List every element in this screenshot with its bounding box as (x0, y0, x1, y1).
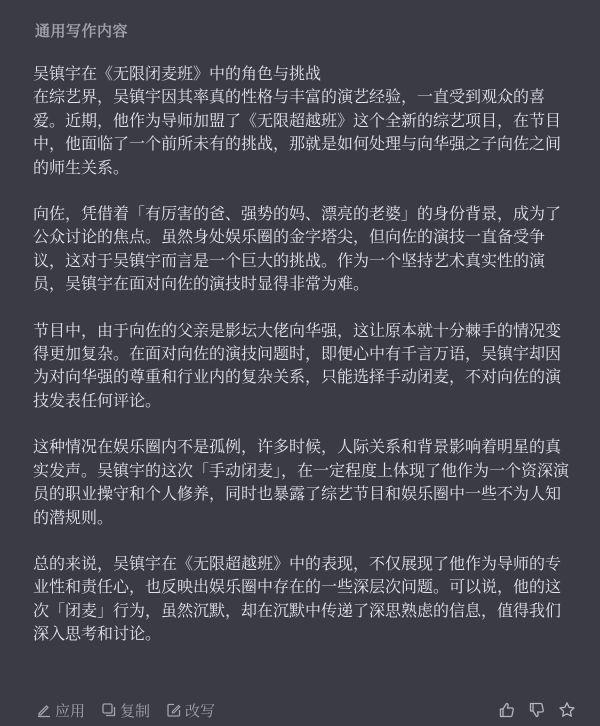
article-paragraph-1: 在综艺界，吴镇宇因其率真的性格与丰富的演艺经验，一直受到观众的喜爱。近期，他作为导师加盟了《无限超越班》这个全新的综艺项目，在节目中，他面临了一个前所未有的挑战，那就是如何处理与向华强之子向佐之间的师生关系。 (33, 87, 562, 177)
copy-label: 复制 (120, 701, 151, 720)
dislike-button[interactable] (528, 701, 546, 719)
article-paragraph-4: 这种情况在娱乐圈内不是孤例，许多时候，人际关系和背景影响着明星的真实发声。吴镇宇的这次「手动闭麦」，在一定程度上体现了他作为一个资深演员的职业操守和个人修养，同时也暴露了综艺节目和娱乐圈中一些不为人知的潜规则。 (33, 437, 570, 527)
article-paragraph-3: 节目中，由于向佐的父亲是影坛大佬向华强，这让原本就十分棘手的情况变得更加复杂。在面对向佐的演技问题时，即便心中有千言万语，吴镇宇却因为对向华强的尊重和行业内的复杂关系，只能选择手动闭麦，不对向佐的演技发表任何评论。 (33, 320, 562, 410)
thumbs-up-icon (498, 701, 516, 719)
copy-icon (101, 702, 117, 718)
copy-button[interactable] (101, 700, 150, 721)
section-header: 通用写作内容 (35, 22, 129, 40)
like-button[interactable] (498, 701, 516, 719)
star-icon (558, 701, 576, 719)
rewrite-label: 改写 (185, 701, 216, 720)
rewrite-button[interactable] (166, 700, 215, 721)
article-title: 吴镇宇在《无限闭麦班》中的角色与挑战 (33, 64, 322, 83)
action-bar (36, 699, 576, 721)
star-button[interactable] (558, 701, 576, 719)
article-paragraph-2: 向佐，凭借着「有厉害的爸、强势的妈、漂亮的老婆」的身份背景，成为了公众讨论的焦点。虽然身处娱乐圈的金字塔尖，但向佐的演技一直备受争议，这对于吴镇宇而言是一个巨大的挑战。作为一个坚持艺术真实性的演员，吴镇宇在面对向佐的演技时显得非常为难。 (33, 204, 562, 294)
article-paragraph-5: 总的来说，吴镇宇在《无限超越班》中的表现，不仅展现了他作为导师的专业性和责任心，也反映出娱乐圈中存在的一些深层次问题。可以说，他的这次「闭麦」行为，虽然沉默，却在沉默中传递了深思熟虑的信息，值得我们深入思考和讨论。 (33, 553, 562, 644)
pencil-icon (36, 702, 52, 718)
edit-box-icon (166, 702, 182, 718)
apply-label: 应用 (55, 701, 86, 720)
apply-button[interactable] (36, 700, 85, 721)
article-content (33, 62, 573, 669)
thumbs-down-icon (528, 701, 546, 719)
